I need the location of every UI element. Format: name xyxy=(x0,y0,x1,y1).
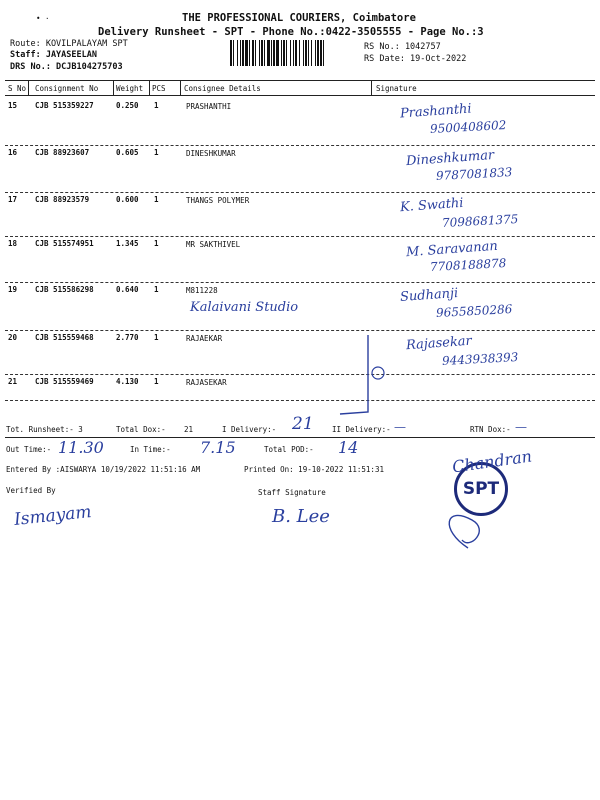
row-sno: 15 xyxy=(8,101,18,110)
row-signature-phone: 7098681375 xyxy=(441,212,519,230)
verified-by-signature: Ismayam xyxy=(13,502,93,530)
row-pcs: 1 xyxy=(154,333,159,342)
row-signature-name: Dineshkumar xyxy=(405,147,495,170)
row-consignment-no: CJB 515559469 xyxy=(35,377,94,386)
rs-no: RS No.: 1042757 xyxy=(364,42,441,52)
row-sno: 20 xyxy=(8,333,18,342)
col-header-signature: Signature xyxy=(376,84,417,93)
tot-runsheet: Tot. Runsheet:- 3 xyxy=(6,425,83,434)
total-pod-label: Total POD:- xyxy=(264,445,314,454)
row-signature-phone: 7708188878 xyxy=(429,256,507,274)
row-pcs: 1 xyxy=(154,101,159,110)
row-signature-name: Sudhanji xyxy=(399,285,459,306)
i-delivery-value: 21 xyxy=(292,414,314,434)
verified-by-label: Verified By xyxy=(6,486,56,495)
row-consignee: DINESHKUMAR xyxy=(186,149,236,158)
row-sno: 17 xyxy=(8,195,18,204)
row-weight: 2.770 xyxy=(116,333,139,342)
row-weight: 0.605 xyxy=(116,148,139,157)
row-consignee: RAJAEKAR xyxy=(186,334,223,343)
row-consignee: M811228 xyxy=(186,286,218,295)
col-header-pcs: PCS xyxy=(152,84,166,93)
ii-delivery-value: — xyxy=(394,420,406,434)
rtn-dox-label: RTN Dox:- xyxy=(470,425,511,434)
in-time-value: 7.15 xyxy=(200,438,236,457)
col-header-consignee: Consignee Details xyxy=(184,84,261,93)
row-sno: 21 xyxy=(8,377,18,386)
row-pcs: 1 xyxy=(154,195,159,204)
total-dox-label: Total Dox:- xyxy=(116,425,166,434)
row-weight: 0.250 xyxy=(116,101,139,110)
in-time-label: In Time:- xyxy=(130,445,171,454)
col-header-sno: S No xyxy=(8,84,27,93)
row-consignment-no: CJB 515574951 xyxy=(35,239,94,248)
row-signature-phone: 9787081833 xyxy=(435,165,513,183)
stamp-signature: Chandran xyxy=(451,446,534,477)
stamp-text: SPT xyxy=(462,479,500,499)
row-weight: 1.345 xyxy=(116,239,139,248)
row-sno: 18 xyxy=(8,239,18,248)
row-signature-name: K. Swathi xyxy=(399,195,464,216)
printed-on: Printed On: 19-10-2022 11:51:31 xyxy=(244,465,384,474)
row-consignee: PRASHANTHI xyxy=(186,102,232,111)
company-title: THE PROFESSIONAL COURIERS, Coimbatore xyxy=(182,12,416,24)
i-delivery-label: I Delivery:- xyxy=(222,425,277,434)
row-consignment-no: CJB 515559468 xyxy=(35,333,94,342)
row-signature-name: Rajasekar xyxy=(405,333,473,354)
total-dox-value: 21 xyxy=(184,425,194,434)
row-weight: 0.640 xyxy=(116,285,139,294)
row-consignee: MR SAKTHIVEL xyxy=(186,240,241,249)
col-header-consignment: Consignment No xyxy=(35,84,99,93)
row-consignment-no: CJB 515359227 xyxy=(35,101,94,110)
row-sno: 16 xyxy=(8,148,18,157)
row-signature-phone: 9655850286 xyxy=(435,302,513,320)
row-sno: 19 xyxy=(8,285,18,294)
row-pcs: 1 xyxy=(154,239,159,248)
staff-signature-label: Staff Signature xyxy=(258,488,326,497)
row-pcs: 1 xyxy=(154,377,159,386)
row-signature-name: Prashanthi xyxy=(399,101,473,122)
staff-label: Staff: JAYASEELAN xyxy=(10,50,97,60)
out-time-label: Out Time:- xyxy=(6,445,52,454)
row-weight: 4.130 xyxy=(116,377,139,386)
row-signature-name: M. Saravanan xyxy=(405,238,499,261)
rtn-dox-value: — xyxy=(515,420,527,434)
col-header-weight: Weight xyxy=(116,84,144,93)
runsheet-subtitle: Delivery Runsheet - SPT - Phone No.:0422-3505555 - Page No.:3 xyxy=(98,26,484,38)
rs-date: RS Date: 19-Oct-2022 xyxy=(364,54,467,64)
row-pcs: 1 xyxy=(154,285,159,294)
route-label: Route: KOVILPALAYAM SPT xyxy=(10,39,128,49)
row-consignee: RAJASEKAR xyxy=(186,378,227,387)
row-consignment-no: CJB 88923579 xyxy=(35,195,90,204)
row-pcs: 1 xyxy=(154,148,159,157)
entered-by: Entered By :AISWARYA 10/19/2022 11:51:16 AM xyxy=(6,465,201,474)
row-consignment-no: CJB 88923607 xyxy=(35,148,90,157)
row-signature-phone: 9500408602 xyxy=(429,118,507,136)
total-pod-value: 14 xyxy=(338,438,359,457)
row-signature-phone: 9443938393 xyxy=(441,350,519,368)
row-consignee-note: Kalaivani Studio xyxy=(190,300,299,315)
ii-delivery-label: II Delivery:- xyxy=(332,425,391,434)
drs-label: DRS No.: DCJB104275703 xyxy=(10,62,123,72)
staff-signature: B. Lee xyxy=(272,506,330,527)
header-marks: • · xyxy=(36,14,50,23)
row-consignee: THANGS POLYMER xyxy=(186,196,250,205)
row-consignment-no: CJB 515586298 xyxy=(35,285,94,294)
out-time-value: 11.30 xyxy=(58,438,104,457)
row-weight: 0.600 xyxy=(116,195,139,204)
